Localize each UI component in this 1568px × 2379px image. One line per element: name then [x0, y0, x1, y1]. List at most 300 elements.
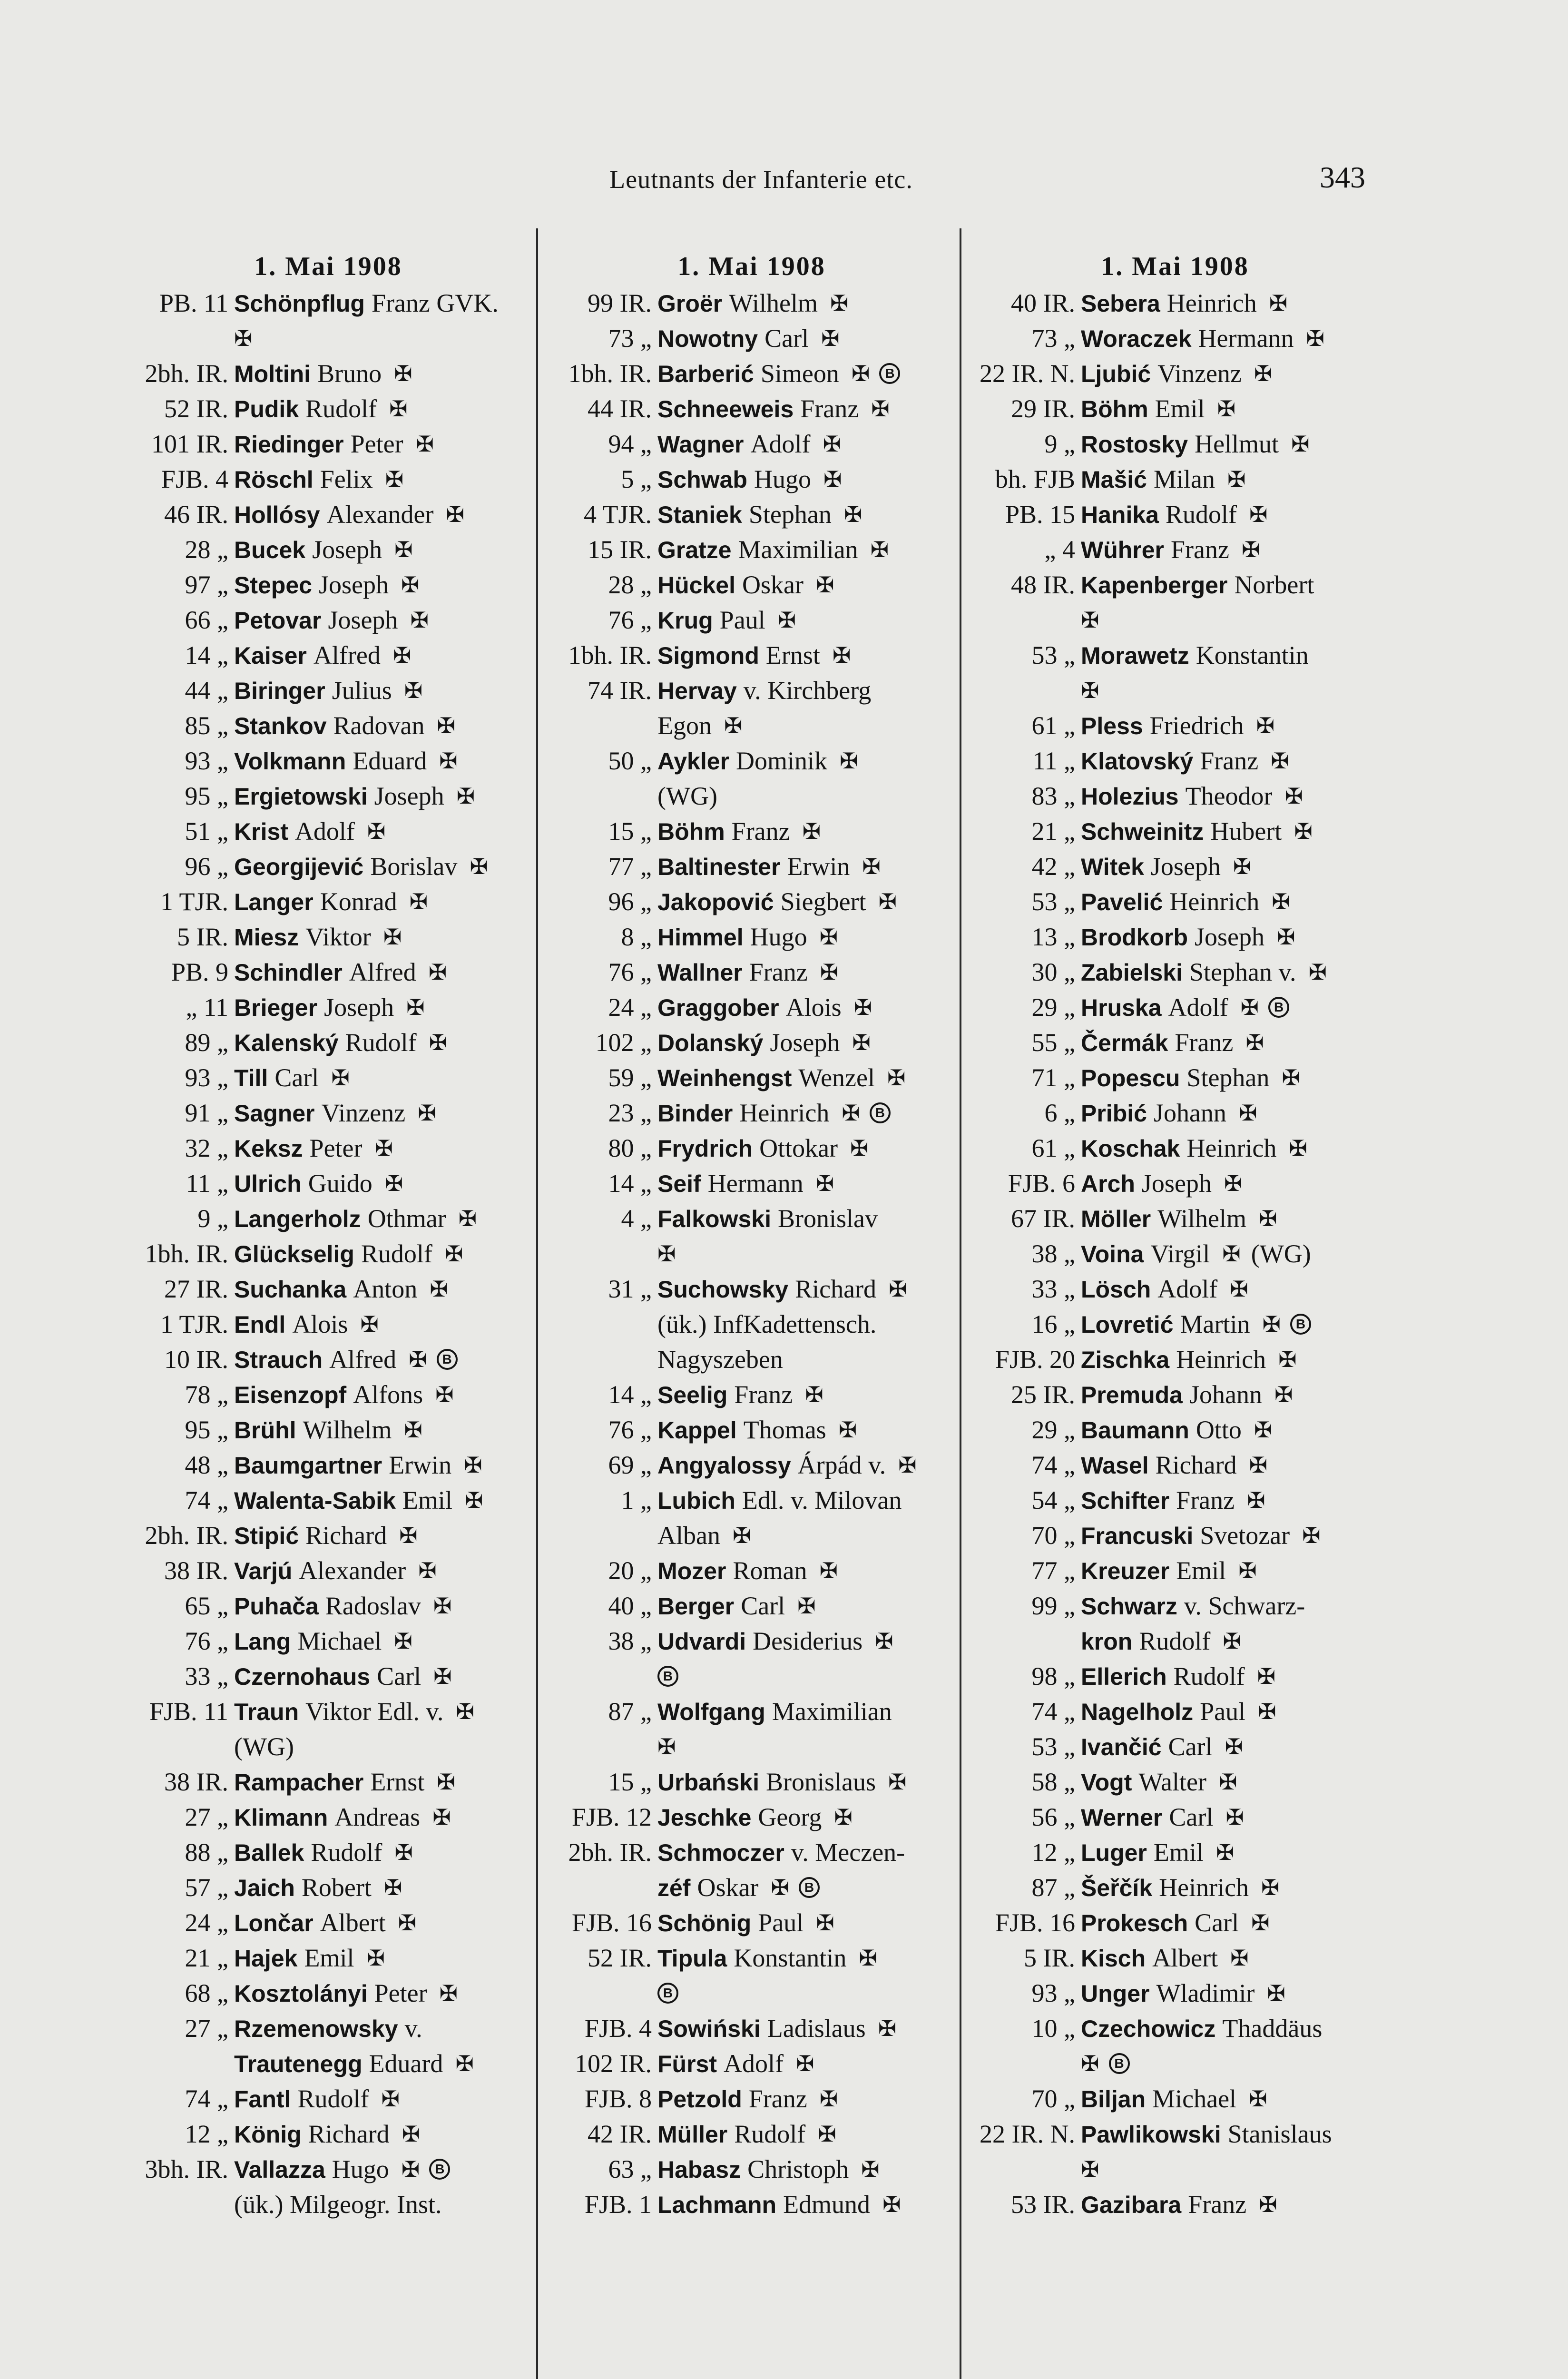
given-name: Erwin: [787, 852, 850, 881]
list-item: [970, 778, 1380, 814]
given-name: Christoph: [747, 2155, 849, 2183]
given-name: Wilhelm: [1157, 1204, 1247, 1233]
unit-reference: 38 IR.: [164, 1768, 228, 1796]
surname: Schwab: [657, 466, 747, 493]
list-item: [547, 321, 956, 356]
unit-reference: 71 „: [1031, 1063, 1075, 1092]
unit-reference: 102 IR.: [575, 2049, 652, 2078]
unit-reference: 30 „: [1031, 958, 1075, 986]
list-item: [970, 356, 1380, 391]
given-name: Desiderius: [753, 1627, 863, 1655]
surname: Gratze: [657, 537, 732, 563]
surname: Sebera: [1081, 290, 1160, 317]
unit-reference: FJB. 4: [584, 2014, 652, 2043]
unit-reference: 99 „: [1031, 1592, 1075, 1620]
cross-icon: ✠: [401, 573, 420, 597]
unit-reference: 76 „: [608, 606, 652, 634]
officer-name: [1081, 359, 1242, 388]
officer-name: [234, 1028, 417, 1057]
surname: Graggober: [657, 994, 779, 1021]
unit-reference: 21 „: [1031, 817, 1075, 845]
cross-icon: ✠: [398, 1911, 417, 1935]
cross-icon: ✠: [1217, 397, 1236, 421]
surname: Hückel: [657, 572, 735, 599]
given-name: Richard: [795, 1275, 877, 1303]
given-name: Wilhelm: [729, 289, 818, 317]
given-name: Albert: [1152, 1944, 1218, 1972]
given-name: Stephan: [1186, 1063, 1270, 1092]
cross-icon: ✠: [1223, 1629, 1241, 1653]
list-item: [547, 1659, 956, 1694]
given-name: Adolf: [724, 2049, 784, 2078]
list-item: [124, 884, 533, 919]
list-item: [547, 356, 956, 391]
entry-list: [124, 285, 533, 2222]
officer-name: [657, 1169, 804, 1198]
given-name: Svetozar: [1200, 1521, 1290, 1550]
given-name: Maximilian: [738, 535, 858, 564]
officer-name: [657, 429, 810, 459]
list-item: [970, 1307, 1380, 1342]
officer-name: [657, 1028, 840, 1057]
list-item: [547, 1588, 956, 1623]
given-name: Paul: [719, 606, 765, 634]
unit-reference: 24 „: [608, 993, 652, 1022]
list-item: [547, 2046, 956, 2081]
officer-name: [657, 816, 790, 846]
unit-reference: 22 IR. N.: [980, 359, 1075, 388]
list-item: [124, 2081, 533, 2116]
surname: Brieger: [234, 994, 318, 1021]
list-item: [970, 1447, 1380, 1483]
list-item: [970, 497, 1380, 532]
officer-name: [657, 394, 859, 423]
officer-name: [1081, 1978, 1254, 2008]
given-name: Rudolf: [311, 1838, 382, 1867]
given-name: Siegbert: [780, 887, 866, 916]
unit-reference: 61 „: [1031, 711, 1075, 740]
b-circle-icon: B: [437, 1349, 458, 1370]
b-circle-icon: B: [870, 1102, 891, 1123]
cross-icon: ✠: [1227, 467, 1246, 492]
unit-reference: 96 „: [608, 887, 652, 916]
officer-name: [1081, 816, 1282, 846]
list-item: [547, 1447, 956, 1483]
cross-icon: ✠: [838, 1418, 857, 1442]
officer-name: [234, 922, 371, 952]
cross-icon: ✠: [816, 1911, 834, 1935]
unit-reference: 53 „: [1031, 1732, 1075, 1761]
list-item: [547, 2011, 956, 2046]
given-name: Carl: [1169, 1803, 1214, 1831]
officer-name: [1081, 922, 1264, 952]
unit-reference: 50 „: [608, 747, 652, 775]
surname: Miesz: [234, 924, 299, 951]
surname: Trautenegg: [234, 2051, 363, 2077]
cross-icon: ✠: [832, 643, 851, 668]
officer-name: [1081, 1309, 1250, 1339]
surname: Hollósy: [234, 501, 320, 528]
unit-reference: 14 „: [608, 1169, 652, 1198]
officer-name: [1081, 1098, 1226, 1128]
list-item: [970, 1131, 1380, 1166]
unit-reference: 102 „: [595, 1028, 652, 1057]
surname: Vogt: [1081, 1769, 1132, 1796]
unit-reference: 8 „: [621, 923, 652, 951]
list-item: [970, 1729, 1380, 1764]
officer-name: [657, 922, 807, 952]
given-name: Otto: [1196, 1416, 1242, 1444]
unit-reference: 55 „: [1031, 1028, 1075, 1057]
given-name: Nagyszeben: [657, 1345, 783, 1374]
unit-reference: 48 „: [185, 1451, 228, 1479]
officer-name: [657, 2119, 805, 2149]
given-name: Franz: [731, 817, 790, 845]
unit-reference: 9 „: [1044, 430, 1075, 458]
given-name: Vinzenz: [321, 1099, 406, 1127]
surname: Nagelholz: [1081, 1699, 1194, 1725]
cross-icon: ✠: [428, 960, 447, 984]
given-name: Franz: [734, 1380, 793, 1409]
list-item: [547, 285, 956, 321]
officer-name: [234, 1309, 348, 1339]
unit-reference: 31 „: [608, 1275, 652, 1303]
surname: Puhača: [234, 1593, 319, 1620]
unit-reference: 5 „: [621, 465, 652, 493]
list-item: [547, 1483, 956, 1518]
unit-reference: 38 IR.: [164, 1556, 228, 1585]
cross-icon: ✠: [439, 1981, 458, 2005]
cross-icon: ✠: [802, 819, 821, 844]
list-item: [124, 1729, 533, 1764]
given-name: Franz: [1175, 1028, 1234, 1057]
officer-name: [657, 1415, 826, 1445]
cross-icon: ✠: [1294, 819, 1313, 844]
cross-icon: ✠: [1230, 1946, 1249, 1970]
surname: Ballek: [234, 1839, 304, 1866]
surname: Ergietowski: [234, 783, 368, 810]
unit-reference: 15 „: [608, 1768, 652, 1796]
list-item: [970, 426, 1380, 462]
surname: Biljan: [1081, 2086, 1146, 2113]
given-name: Joseph: [1195, 923, 1264, 951]
given-name: Emil: [1155, 394, 1205, 423]
surname: Eisenzopf: [234, 1382, 347, 1408]
given-name: Franz: [1176, 1486, 1235, 1514]
surname: Brodkorb: [1081, 924, 1188, 951]
surname: Rampacher: [234, 1769, 364, 1796]
cross-icon: ✠: [1251, 1911, 1270, 1935]
unit-reference: 25 IR.: [1011, 1380, 1075, 1409]
list-item: [547, 884, 956, 919]
given-name: v. Kirchberg: [743, 676, 872, 705]
list-item: [124, 954, 533, 990]
unit-reference: 14 „: [608, 1380, 652, 1409]
surname: Pribić: [1081, 1100, 1147, 1127]
officer-name: [234, 288, 499, 318]
cross-icon: ✠: [406, 995, 425, 1020]
surname: Kisch: [1081, 1945, 1146, 1972]
list-item: [124, 1447, 533, 1483]
unit-reference: 77 „: [608, 852, 652, 881]
officer-name: [657, 1556, 807, 1585]
list-item: [547, 708, 956, 743]
surname: Habasz: [657, 2156, 741, 2183]
cross-icon: ✠: [834, 1805, 853, 1829]
unit-reference: 46 IR.: [164, 500, 228, 529]
list-item: [124, 2187, 533, 2222]
officer-name: [1081, 1274, 1217, 1304]
cross-icon: ✠: [470, 855, 488, 879]
unit-reference: 4 „: [621, 1204, 652, 1233]
given-name: Joseph: [1150, 852, 1221, 881]
unit-reference: FJB. 1: [584, 2190, 652, 2219]
given-name: Rudolf: [1165, 500, 1237, 529]
column-2: [547, 247, 956, 2222]
given-name: Heinrich: [1186, 1134, 1277, 1162]
surname: Mašić: [1081, 466, 1147, 493]
officer-name: [234, 781, 444, 811]
surname: Francuski: [1081, 1523, 1194, 1549]
given-name: Stanislaus: [1227, 2120, 1332, 2148]
cross-icon: ✠: [1240, 995, 1259, 1020]
list-item: [547, 1095, 956, 1131]
b-circle-icon: B: [1268, 997, 1289, 1018]
cross-icon: ✠: [234, 326, 253, 351]
officer-name: [657, 746, 827, 776]
surname: Wagner: [657, 431, 744, 458]
list-item: [970, 1588, 1380, 1623]
officer-name: [234, 1063, 319, 1092]
officer-name: [1081, 1239, 1210, 1268]
unit-reference: 74 „: [1031, 1697, 1075, 1726]
surname: Hajek: [234, 1945, 298, 1972]
cross-icon: ✠: [1230, 1277, 1248, 1301]
unit-reference: 76 „: [608, 958, 652, 986]
officer-name: [234, 1485, 452, 1515]
surname: Witek: [1081, 854, 1144, 880]
surname: Voina: [1081, 1241, 1144, 1268]
given-name: Bronislav: [778, 1204, 878, 1233]
cross-icon: ✠: [429, 1031, 448, 1055]
unit-reference: FJB. 6: [1008, 1169, 1075, 1198]
cross-icon: ✠: [1274, 1383, 1293, 1407]
surname: Wasel: [1081, 1452, 1149, 1479]
officer-name: [657, 1450, 886, 1480]
unit-reference: 38 „: [608, 1627, 652, 1655]
officer-name: [234, 676, 392, 705]
given-name: Heinrich: [1159, 1873, 1249, 1902]
given-name: Carl: [1168, 1732, 1213, 1761]
given-name: Martin: [1180, 1310, 1250, 1338]
officer-name: [1081, 887, 1259, 916]
unit-reference: 69 „: [608, 1451, 652, 1479]
officer-name: [657, 1626, 862, 1656]
list-item: [970, 1799, 1380, 1835]
officer-name: [657, 1943, 846, 1973]
officer-name: [657, 1309, 876, 1339]
unit-reference: 2bh. IR.: [145, 1521, 228, 1550]
given-name: Franz: [1171, 535, 1229, 564]
unit-reference: 76 „: [608, 1416, 652, 1444]
officer-name: [657, 1098, 829, 1128]
surname: Sigmond: [657, 642, 759, 669]
cross-icon: ✠: [394, 1840, 413, 1865]
given-name: Eduard: [369, 2049, 443, 2078]
unit-reference: 42 IR.: [588, 2120, 652, 2148]
given-name: Johann: [1189, 1380, 1262, 1409]
list-item: [547, 497, 956, 532]
given-name: Franz: [1200, 747, 1259, 775]
given-name: v. Meczen-: [791, 1838, 905, 1867]
given-name: Franz GVK.: [371, 289, 499, 317]
column-heading: 1. Mai 1908: [677, 252, 826, 281]
given-name: Oskar: [742, 570, 804, 599]
cross-icon: ✠: [1284, 784, 1303, 808]
given-name: Thomas: [743, 1416, 826, 1444]
given-name: Wladimir: [1156, 1979, 1255, 2007]
list-item: [547, 2081, 956, 2116]
unit-reference: 61 „: [1031, 1134, 1075, 1162]
officer-name: [234, 535, 382, 564]
cross-icon: ✠: [374, 1136, 393, 1160]
list-item: [547, 1271, 956, 1307]
surname: Kalenský: [234, 1030, 339, 1056]
officer-name: [657, 570, 804, 600]
list-item: [970, 2152, 1380, 2187]
surname: Woraczek: [1081, 325, 1192, 352]
column-divider: [536, 228, 538, 2379]
surname: Schindler: [234, 959, 343, 986]
list-item: [124, 2116, 533, 2152]
given-name: Thaddäus: [1222, 2014, 1323, 2043]
list-item: [547, 602, 956, 638]
unit-reference: 74 „: [185, 1486, 228, 1514]
cross-icon: ✠: [1225, 1805, 1244, 1829]
officer-name: [1081, 1063, 1269, 1092]
officer-name: [234, 640, 381, 670]
officer-name: [234, 1450, 451, 1480]
unit-reference: 11 „: [1032, 747, 1075, 775]
officer-name: [657, 500, 832, 529]
list-item: [124, 321, 533, 356]
surname: Lubich: [657, 1487, 735, 1514]
list-item: [547, 1799, 956, 1835]
list-item: [547, 1940, 956, 1976]
officer-name: [1081, 1521, 1290, 1550]
surname: Ulrich: [234, 1170, 302, 1197]
b-circle-icon: B: [879, 363, 900, 384]
cross-icon: ✠: [777, 608, 796, 632]
given-name: Peter: [374, 1979, 427, 2007]
cross-icon: ✠: [1257, 1664, 1276, 1689]
unit-reference: 4 TJR.: [583, 500, 652, 529]
list-item: [547, 1236, 956, 1271]
cross-icon: ✠: [870, 538, 889, 562]
cross-icon: ✠: [1254, 1418, 1273, 1442]
unit-reference: 12 „: [1031, 1838, 1075, 1867]
cross-icon: ✠: [435, 1383, 454, 1407]
list-item: [124, 1588, 533, 1623]
unit-reference: 63 „: [608, 2155, 652, 2183]
officer-name: [234, 2154, 389, 2184]
unit-reference: 52 IR.: [164, 394, 228, 423]
list-item: [124, 1659, 533, 1694]
unit-reference: 27 IR.: [164, 1275, 228, 1303]
given-name: Alfons: [353, 1380, 423, 1409]
surname: König: [234, 2121, 302, 2148]
surname: Schönpflug: [234, 290, 365, 317]
list-item: [970, 1236, 1380, 1271]
unit-reference: 5 IR.: [1024, 1944, 1075, 1972]
surname: Morawetz: [1081, 642, 1189, 669]
officer-name: [1081, 1028, 1233, 1057]
cross-icon: ✠: [1277, 925, 1295, 949]
cross-icon: ✠: [795, 2052, 814, 2076]
given-name: Joseph: [324, 993, 394, 1022]
unit-reference: bh. FJB: [995, 465, 1075, 493]
surname: Jaich: [234, 1875, 295, 1901]
unit-reference: 40 „: [608, 1592, 652, 1620]
list-item: [547, 1553, 956, 1588]
surname: Pavelić: [1081, 889, 1163, 915]
unit-reference: 68 „: [185, 1979, 228, 2007]
cross-icon: ✠: [862, 855, 881, 879]
unit-reference: 11 „: [186, 1169, 228, 1198]
list-item: [124, 1518, 533, 1553]
unit-reference: 48 IR.: [1011, 570, 1075, 599]
officer-name: [234, 1697, 443, 1726]
list-item: [547, 2152, 956, 2187]
officer-name: [234, 2084, 369, 2114]
list-item: [970, 919, 1380, 954]
cross-icon: ✠: [394, 362, 412, 386]
given-name: Hellmut: [1195, 430, 1279, 458]
given-name: Hermann: [707, 1169, 804, 1198]
given-name: Radoslav: [325, 1592, 421, 1620]
list-item: [547, 532, 956, 567]
unit-reference: 58 „: [1031, 1768, 1075, 1796]
unit-reference: 5 IR.: [177, 923, 228, 951]
officer-name: [657, 2190, 870, 2219]
given-name: Wilhelm: [303, 1416, 392, 1444]
list-item: [970, 2081, 1380, 2116]
given-name: Árpád v.: [797, 1451, 886, 1479]
b-circle-icon: B: [657, 1666, 678, 1687]
officer-name: [1081, 1415, 1242, 1445]
surname: Udvardi: [657, 1628, 746, 1655]
given-name: Dominik: [736, 747, 828, 775]
officer-name: [234, 1802, 420, 1832]
unit-reference: 66 „: [185, 606, 228, 634]
officer-name: [234, 1626, 382, 1656]
officer-name: [1081, 1450, 1237, 1480]
cross-icon: ✠: [394, 538, 413, 562]
list-item: [547, 1307, 956, 1342]
surname: Hruska: [1081, 994, 1162, 1021]
list-item: [547, 1342, 956, 1377]
given-name: Joseph: [374, 782, 444, 810]
unit-reference: 6 „: [1044, 1099, 1075, 1127]
surname: kron: [1081, 1628, 1133, 1655]
officer-name: [657, 1204, 878, 1233]
unit-reference: 29 IR.: [1011, 394, 1075, 423]
given-name: Konrad: [320, 887, 397, 916]
list-item: [124, 1342, 533, 1377]
surname: Mozer: [657, 1558, 726, 1584]
cross-icon: ✠: [852, 1031, 871, 1055]
list-item: [124, 391, 533, 426]
